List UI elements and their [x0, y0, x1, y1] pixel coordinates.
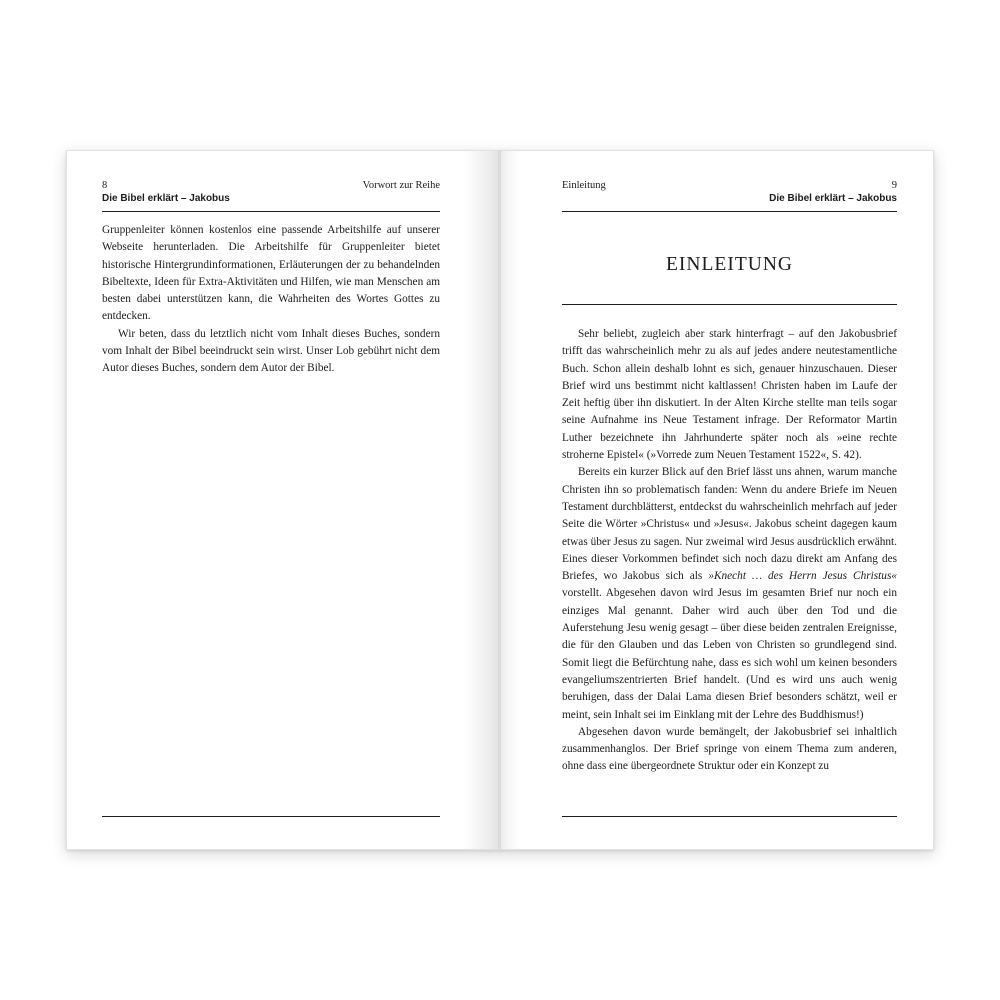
right-section-title: Einleitung	[562, 180, 606, 191]
chapter-title-rule	[562, 304, 897, 305]
left-paragraph-2: Wir beten, dass du letztlich nicht vom Inhalt dieses Buches, sondern vom Inhalt der Bibel beeindruckt sein wirst. Unser Lob gebührt nicht dem Autor dieses Buches, sondern dem Autor der Bibel.	[102, 327, 440, 375]
left-footer-rule	[102, 816, 440, 817]
left-paragraph-1: Gruppenleiter können kostenlos eine passende Arbeitshilfe auf unserer Webseite herunterladen. Die Arbeitshilfe für Gruppenleiter bietet historische Hintergrundinformationen, Erläuterungen der zu behandelnden Bibeltexte, Ideen für Extra-Aktivitäten und Hilfen, wie man Menschen am besten dabei unterstützen kann, die Wahrheiten des Wortes Gottes zu entdecken.	[102, 224, 440, 323]
right-footer-rule	[562, 816, 897, 817]
running-title-text: Die Bibel erklärt – Jakobus	[769, 193, 897, 204]
left-body-text	[102, 222, 440, 378]
left-header-rule	[102, 211, 440, 212]
right-page-number: 9	[891, 180, 897, 191]
paragraph-2-text-before: Bereits ein kurzer Blick auf den Brief lässt uns ahnen, warum manche Christen ihn so problematisch fanden: Wenn du andere Briefe im Neuen Testament durchblätterst, entdeckst du wahrscheinlich mehrfach auf jeder Seite die Wörter »Christus« und »Jesus«. Jakobus scheint dagegen kaum etwas über Jesus zu sagen. Nur zweimal wird Jesus ausdrücklich erwähnt. Eines dieser Vorkommen befindet sich noch dazu direkt am Anfang des Briefes, wo Jakobus sich als	[562, 466, 897, 583]
left-section-title: Vorwort zur Reihe	[362, 180, 440, 191]
paragraph-2-text-after: vorstellt. Abgesehen davon wird Jesus im gesamten Brief nur noch ein einziges Mal genannt. Daher wird auch über den Tod und die Auferstehung Jesu wenig gesagt – über diese beiden zentralen Ereignisse, die für den Glauben und das Leben von Christen so grundlegend sind. Somit liegt die Befürchtung nahe, dass es sich wohl um keinen besonders evangeliumszentrierten Brief handelt. (Und es wird uns auch wenig beruhigen, dass der Dalai Lama diesen Brief besonders schätzt, weil er meint, sein Inhalt sei im Einklang mit der Lehre des Buddhismus!)	[562, 587, 897, 721]
paragraph-2-quote: »Knecht … des Herrn Jesus Christus«	[708, 570, 897, 583]
right-paragraph-3: Abgesehen davon wurde bemängelt, der Jakobusbrief sei inhaltlich zusammenhanglos. Der Brief springe von einem Thema zum anderen, ohne dass eine übergeordnete Struktur oder ein Konzept zu	[562, 725, 897, 773]
chapter-title: EINLEITUNG	[666, 254, 793, 275]
running-title-text: Die Bibel erklärt – Jakobus	[102, 193, 230, 204]
right-paragraph-2	[562, 464, 897, 723]
book-gutter	[498, 150, 501, 850]
left-page-number: 8	[102, 180, 108, 191]
right-paragraph-1: Sehr beliebt, zugleich aber stark hinterfragt – auf den Jakobusbrief trifft das wahrscheinlich mehr zu als auf jedes andere neutestamentliche Buch. Schon allein deshalb lohnt es sich, genauer hinzuschauen. Dieser Brief wird uns bestimmt nicht kaltlassen! Christen haben im Laufe der Zeit heftig über ihn diskutiert. In der Alten Kirche stellte man teils sogar seine Aufnahme ins Neue Testament infrage. Der Reformator Martin Luther bezeichnete ihn Jahrhunderte später noch als »eine rechte stroherne Epistel« (»Vorrede zum Neuen Testament 1522«, S. 42).	[562, 328, 897, 462]
right-body-text	[562, 326, 897, 776]
right-running-title	[0, 192, 897, 205]
right-header-rule	[562, 211, 897, 212]
